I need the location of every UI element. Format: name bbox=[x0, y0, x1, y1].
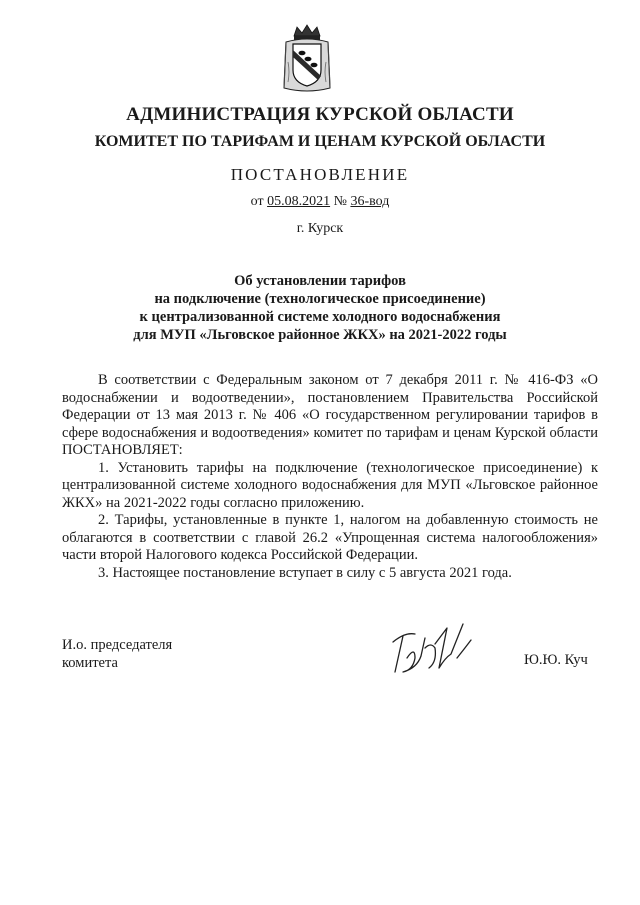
organization-name: АДМИНИСТРАЦИЯ КУРСКОЙ ОБЛАСТИ bbox=[126, 104, 514, 125]
preamble-paragraph: В соответствии с Федеральным законом от 7 декабря 2011 г. № 416-ФЗ «О водоснабжении и водоотведении», постановлением Правительства Российской Федерации от 13 мая 2013 г. № 406 «О государственном регулировании тарифов в сфере водоснабжения и водоотведения» комитет по тарифам и ценам Курской области ПОСТАНОВЛЯЕТ: bbox=[62, 372, 598, 458]
item-3-paragraph: 3. Настоящее постановление вступает в силу с 5 августа 2021 года. bbox=[98, 564, 512, 581]
signer-name: Ю.Ю. Куч bbox=[524, 652, 588, 668]
title-line: на подключение (технологическое присоединение) bbox=[154, 291, 486, 307]
document-number: 36-вод bbox=[350, 194, 390, 209]
title-line: к централизованной системе холодного водоснабжения bbox=[139, 309, 501, 325]
document-date: 05.08.2021 bbox=[267, 194, 331, 209]
item-2-paragraph: 2. Тарифы, установленные в пункте 1, налогом на добавленную стоимость не облагаются в соответствии с главой 26.2 «Упрощенная система налогообложения» части второй Налогового кодекса Российской Федерации. bbox=[62, 512, 598, 563]
document-title bbox=[0, 272, 640, 344]
number-sign: № bbox=[333, 194, 347, 209]
title-line: Об установлении тарифов bbox=[234, 273, 406, 289]
document-type: ПОСТАНОВЛЕНИЕ bbox=[230, 165, 410, 184]
signer-position-line: И.о. председателя bbox=[62, 637, 173, 653]
document-body bbox=[62, 372, 598, 582]
title-line: для МУП «Льговское районное ЖКХ» на 2021-2022 годы bbox=[133, 327, 507, 343]
signer-position-line: комитета bbox=[62, 655, 118, 671]
committee-name: КОМИТЕТ ПО ТАРИФАМ И ЦЕНАМ КУРСКОЙ ОБЛАСТИ bbox=[94, 133, 546, 150]
coat-of-arms-icon bbox=[280, 22, 334, 94]
signer-position bbox=[62, 636, 172, 672]
date-prefix: от bbox=[250, 194, 264, 209]
city: г. Курск bbox=[296, 221, 344, 236]
item-1-paragraph: 1. Установить тарифы на подключение (технологическое присоединение) к централизованной системе холодного водоснабжения для МУП «Льговское районное ЖКХ» на 2021-2022 годы согласно приложению. bbox=[62, 459, 598, 511]
date-number-line bbox=[0, 194, 640, 210]
signature-icon bbox=[385, 618, 485, 680]
